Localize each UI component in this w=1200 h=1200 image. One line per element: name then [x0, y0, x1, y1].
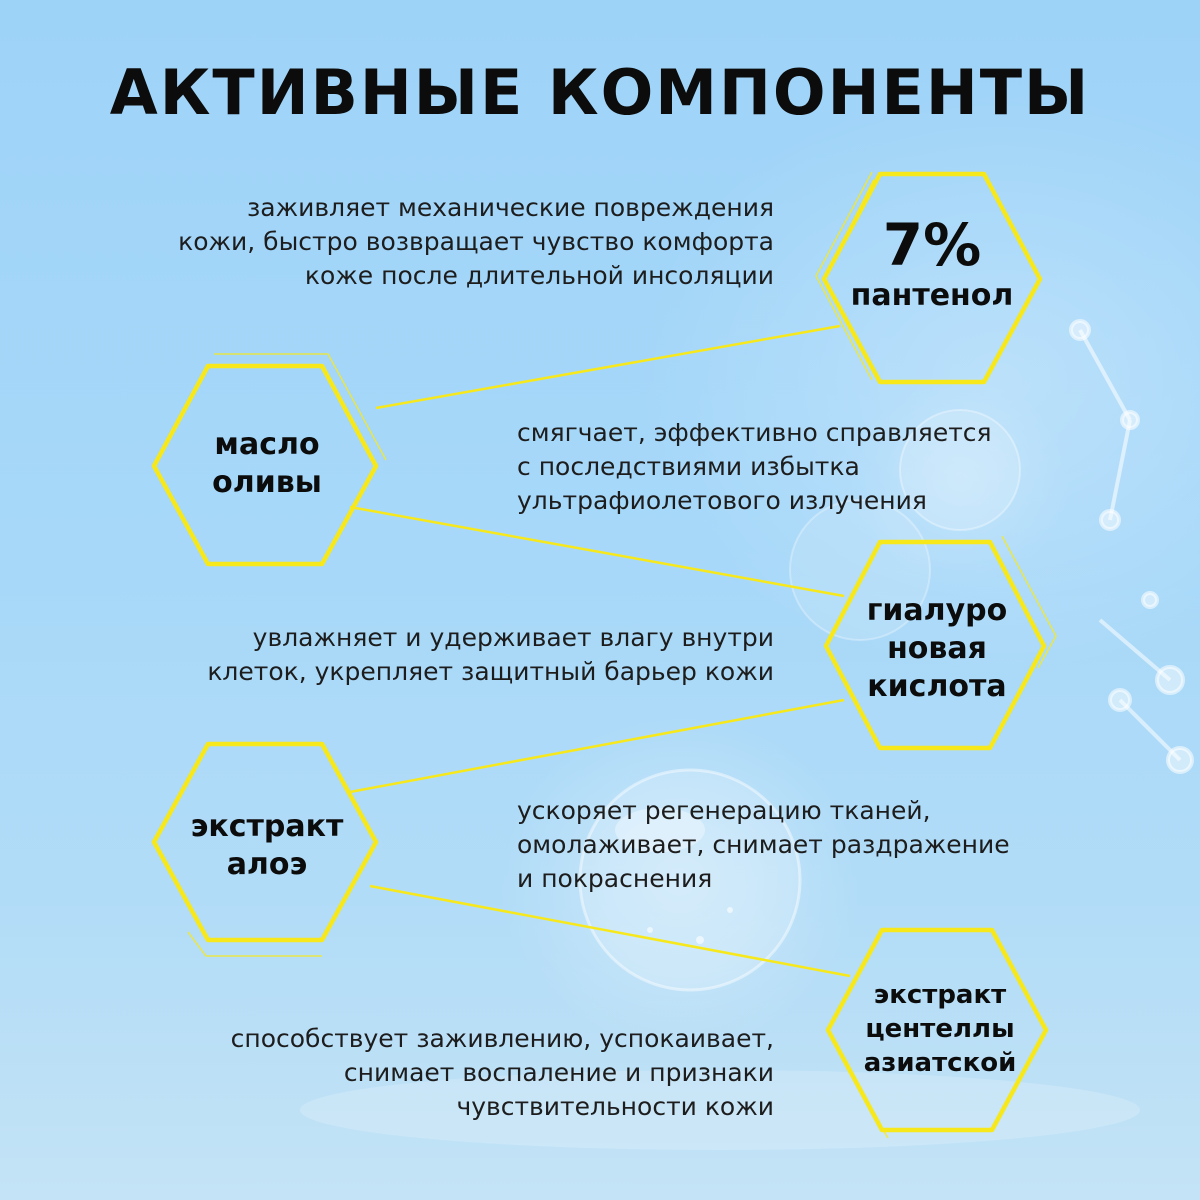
description-line: способствует заживлению, успокаивает,	[230, 1024, 774, 1053]
component-line-1: масло	[214, 427, 320, 462]
description-hyaluronic-acid	[207, 621, 774, 689]
component-line-2: центеллы	[865, 1014, 1015, 1044]
component-line-1: экстракт	[873, 980, 1007, 1010]
description-line: с последствиями избытка	[517, 452, 860, 481]
hexagon-hyaluronic-acid	[812, 528, 1062, 758]
page-title: АКТИВНЫЕ КОМПОНЕНТЫ	[109, 56, 1091, 129]
description-centella-extract	[231, 1022, 774, 1124]
component-line-1: гиалуро	[866, 593, 1008, 628]
component-line-3: азиатской	[863, 1048, 1017, 1078]
description-line: снимает воспаление и признаки	[343, 1058, 774, 1087]
description-line: и покраснения	[517, 864, 713, 893]
connector-aloe-centella	[370, 886, 850, 976]
description-olive-oil	[517, 416, 992, 518]
component-line-2: алоэ	[226, 847, 308, 882]
description-line: омолаживает, снимает раздражение	[517, 830, 1010, 859]
component-name: пантенол	[850, 278, 1014, 313]
component-line-3: кислота	[867, 669, 1007, 704]
description-line: коже после длительной инсоляции	[304, 261, 774, 290]
description-line: заживляет механические повреждения	[247, 193, 774, 222]
description-panthenol	[178, 191, 774, 293]
connector-olive-hyaluronic	[350, 507, 844, 596]
description-line: ультрафиолетового излучения	[517, 486, 927, 515]
hexagon-centella-extract	[820, 922, 1060, 1148]
component-line-1: экстракт	[190, 809, 344, 844]
description-line: кожи, быстро возвращает чувство комфорта	[178, 227, 774, 256]
description-line: клеток, укрепляет защитный барьер кожи	[207, 657, 774, 686]
description-aloe-extract	[517, 794, 1010, 896]
connector-panthenol-olive	[376, 326, 840, 408]
description-line: чувствительности кожи	[456, 1092, 774, 1121]
component-line-2: новая	[887, 631, 987, 666]
percent-value: 7%	[882, 211, 982, 279]
hexagon-aloe-extract	[142, 732, 392, 964]
hexagon-olive-oil	[142, 348, 392, 576]
description-line: увлажняет и удерживает влагу внутри	[252, 623, 774, 652]
description-line: смягчает, эффективно справляется	[517, 418, 992, 447]
connector-hyaluronic-aloe	[350, 700, 844, 792]
hexagon-panthenol	[812, 164, 1052, 394]
component-line-2: оливы	[212, 465, 322, 500]
description-line: ускоряет регенерацию тканей,	[517, 796, 931, 825]
